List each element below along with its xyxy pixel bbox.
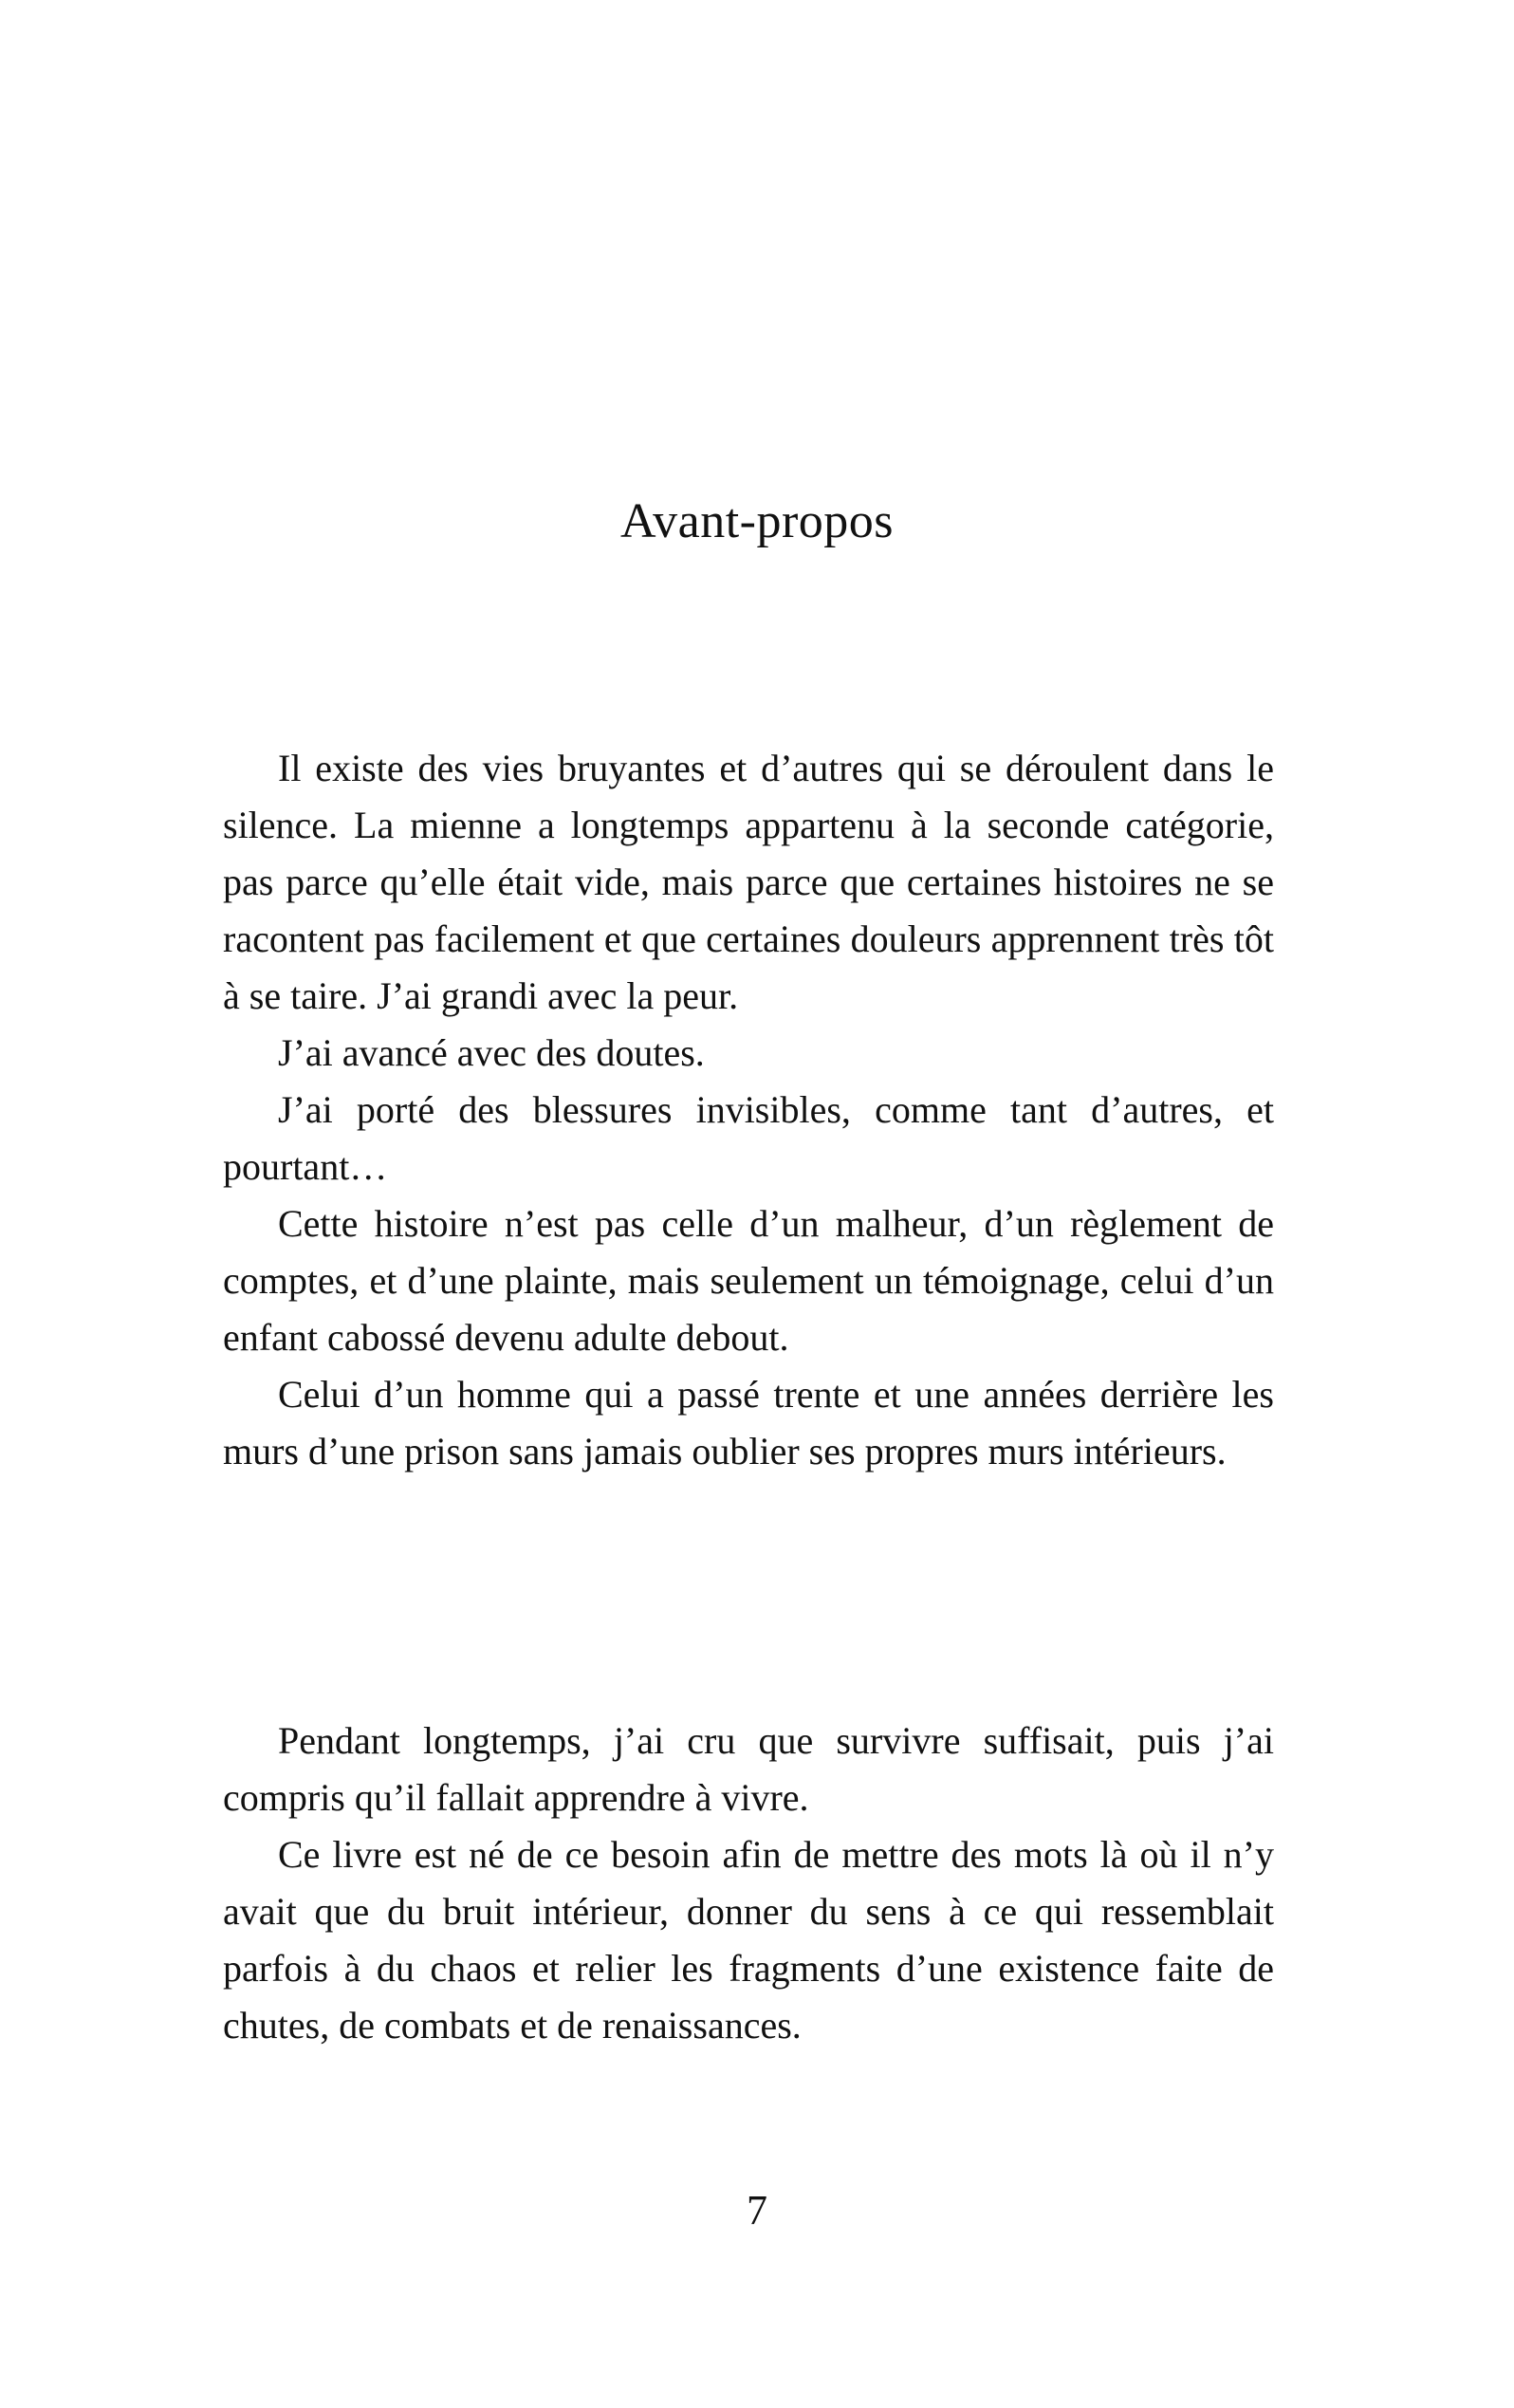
paragraph: Celui d’un homme qui a passé trente et une années derrière les murs d’une prison sans jamais oublier ses propres murs intérieurs. (223, 1373, 1274, 1473)
paragraph: J’ai avancé avec des doutes. (278, 1031, 705, 1074)
body-section-1 (223, 740, 1274, 1480)
paragraph: Pendant longtemps, j’ai cru que survivre suffisait, puis j’ai compris qu’il fallait apprendre à vivre. (223, 1719, 1274, 1819)
paragraph: Cette histoire n’est pas celle d’un malheur, d’un règlement de comptes, et d’une plainte, mais seulement un témoignage, celui d’un enfant cabossé devenu adulte debout. (223, 1202, 1274, 1359)
paragraph: Ce livre est né de ce besoin afin de mettre des mots là où il n’y avait que du bruit intérieur, donner du sens à ce qui ressemblait parfois à du chaos et relier les fragments d’une existence faite de chutes, de combats et de renaissances. (223, 1833, 1274, 2047)
paragraph: J’ai porté des blessures invisibles, comme tant d’autres, et pourtant… (223, 1088, 1274, 1188)
body-section-2 (223, 1713, 1274, 2054)
chapter-title: Avant-propos (619, 494, 895, 548)
page-number: 7 (747, 2187, 767, 2233)
paragraph: Il existe des vies bruyantes et d’autres qui se déroulent dans le silence. La mienne a longtemps appartenu à la seconde catégorie, pas parce qu’elle était vide, mais parce que certaines histoires ne se racontent pas facilement et que certaines douleurs apprennent très tôt à se taire. J’ai grandi avec la peur. (223, 747, 1274, 1017)
